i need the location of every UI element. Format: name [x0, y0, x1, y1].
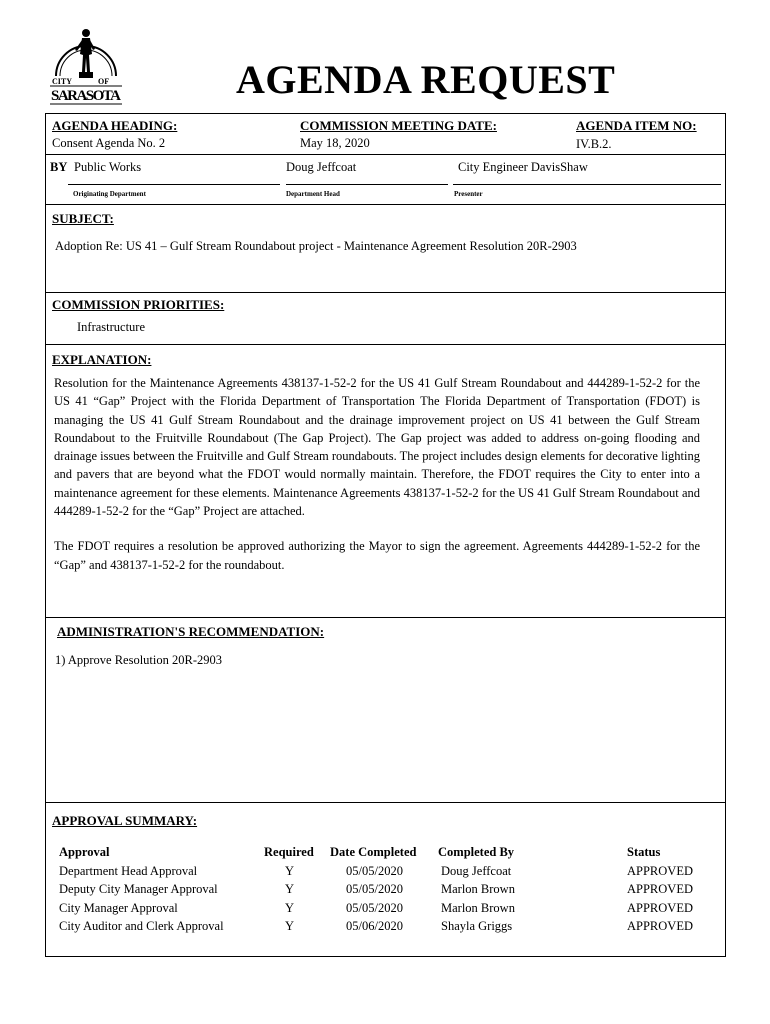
- table-row: [57, 918, 707, 937]
- required-cell: Y: [285, 900, 295, 915]
- explanation-label: EXPLANATION:: [52, 352, 152, 367]
- approval-table: [57, 842, 707, 936]
- approval-cell: Deputy City Manager Approval: [59, 882, 218, 897]
- approval-cell: City Manager Approval: [59, 900, 178, 915]
- approval-cell: City Auditor and Clerk Approval: [59, 919, 224, 934]
- meeting-date-value: May 18, 2020: [300, 136, 370, 150]
- page-title: AGENDA REQUEST: [236, 57, 616, 102]
- required-cell: Y: [285, 863, 295, 878]
- date-cell: 05/05/2020: [346, 882, 403, 897]
- svg-text:SARASOTA: SARASOTA: [51, 88, 121, 104]
- table-row: [57, 899, 707, 918]
- presenter: City Engineer DavisShaw: [458, 160, 588, 174]
- meeting-date-label: COMMISSION MEETING DATE:: [300, 118, 497, 133]
- agenda-item-value: IV.B.2.: [576, 137, 612, 151]
- explanation-paragraph: Resolution for the Maintenance Agreements 438137-1-52-2 for the US 41 Gulf Stream Roundabout and 444289-1-52-2 for the US 41 “Gap” Project with the Florida Department of Transportation The Florida Department of Transportation (FDOT) is managing the US 41 Gulf Stream Roundabout and the drainage improvement project on US 41 between the Gulf Stream Roundabout to the Fruitville Roundabout (The Gap Project). The Gap project was added to address on-going flooding and drainage issues between the Fruitville and Gulf Stream roundabouts. The project includes design elements for decorative lighting and pavers that are beyond what the FDOT would normally maintain. Therefore, the FDOT requires the City to enter into a maintenance agreement for these elements. Maintenance Agreements 438137-1-52-2 for the US 41 Gulf Stream Roundabout and 444289-1-52-2 for the “Gap” Project are attached.: [54, 376, 700, 519]
- recommendation-text: 1) Approve Resolution 20R-2903: [55, 653, 223, 667]
- recommendation-label: ADMINISTRATION'S RECOMMENDATION:: [57, 624, 325, 639]
- divider: [46, 617, 725, 618]
- divider: [46, 344, 725, 345]
- divider: [46, 292, 725, 293]
- date-cell: 05/05/2020: [346, 900, 403, 915]
- agenda-form: [45, 113, 726, 957]
- subject-text: Adoption Re: US 41 – Gulf Stream Roundabout project - Maintenance Agreement Resolution 20R-2903: [55, 239, 577, 253]
- city-of-sarasota-logo: [48, 24, 124, 108]
- department-caption: Originating Department: [73, 190, 146, 198]
- underline: [286, 184, 448, 185]
- explanation-body: [54, 374, 700, 591]
- status-cell: APPROVED: [627, 863, 693, 878]
- column-header-status: Status: [627, 844, 661, 859]
- column-header-completed-by: Completed By: [438, 844, 515, 859]
- priorities-text: Infrastructure: [77, 320, 146, 334]
- table-row: [57, 862, 707, 881]
- underline: [453, 184, 721, 185]
- presenter-caption: Presenter: [454, 190, 483, 198]
- subject-label: SUBJECT:: [52, 211, 114, 226]
- column-header-date: Date Completed: [330, 844, 417, 859]
- agenda-item-label: AGENDA ITEM NO:: [576, 118, 697, 133]
- status-cell: APPROVED: [627, 900, 693, 915]
- svg-text:OF: OF: [98, 77, 110, 86]
- department-head-caption: Department Head: [286, 190, 340, 198]
- divider: [46, 154, 725, 155]
- approval-cell: Department Head Approval: [59, 863, 198, 878]
- completed-by-cell: Doug Jeffcoat: [441, 863, 512, 878]
- divider: [46, 204, 725, 205]
- table-row: [57, 881, 707, 900]
- status-cell: APPROVED: [627, 882, 693, 897]
- divider: [46, 802, 725, 803]
- required-cell: Y: [285, 882, 295, 897]
- priorities-label: COMMISSION PRIORITIES:: [52, 297, 225, 312]
- column-header-approval: Approval: [59, 844, 110, 859]
- originating-department: Public Works: [74, 160, 142, 174]
- date-cell: 05/06/2020: [346, 919, 403, 934]
- by-label: BY: [50, 160, 68, 174]
- required-cell: Y: [285, 919, 295, 934]
- column-header-required: Required: [264, 844, 314, 859]
- completed-by-cell: Shayla Griggs: [441, 919, 513, 934]
- date-cell: 05/05/2020: [346, 863, 403, 878]
- department-head: Doug Jeffcoat: [286, 160, 357, 174]
- agenda-heading-value: Consent Agenda No. 2: [52, 136, 166, 150]
- status-cell: APPROVED: [627, 919, 693, 934]
- agenda-heading-label: AGENDA HEADING:: [52, 118, 178, 133]
- underline: [68, 184, 280, 185]
- completed-by-cell: Marlon Brown: [441, 882, 515, 897]
- approval-summary-label: APPROVAL SUMMARY:: [52, 813, 198, 828]
- table-header-row: [57, 842, 707, 862]
- svg-text:CITY: CITY: [52, 77, 73, 86]
- explanation-paragraph: The FDOT requires a resolution be approved authorizing the Mayor to sign the agreement. Agreements 444289-1-52-2 for the “Gap” and 438137-1-52-2 for the roundabout.: [54, 539, 700, 572]
- completed-by-cell: Marlon Brown: [441, 900, 515, 915]
